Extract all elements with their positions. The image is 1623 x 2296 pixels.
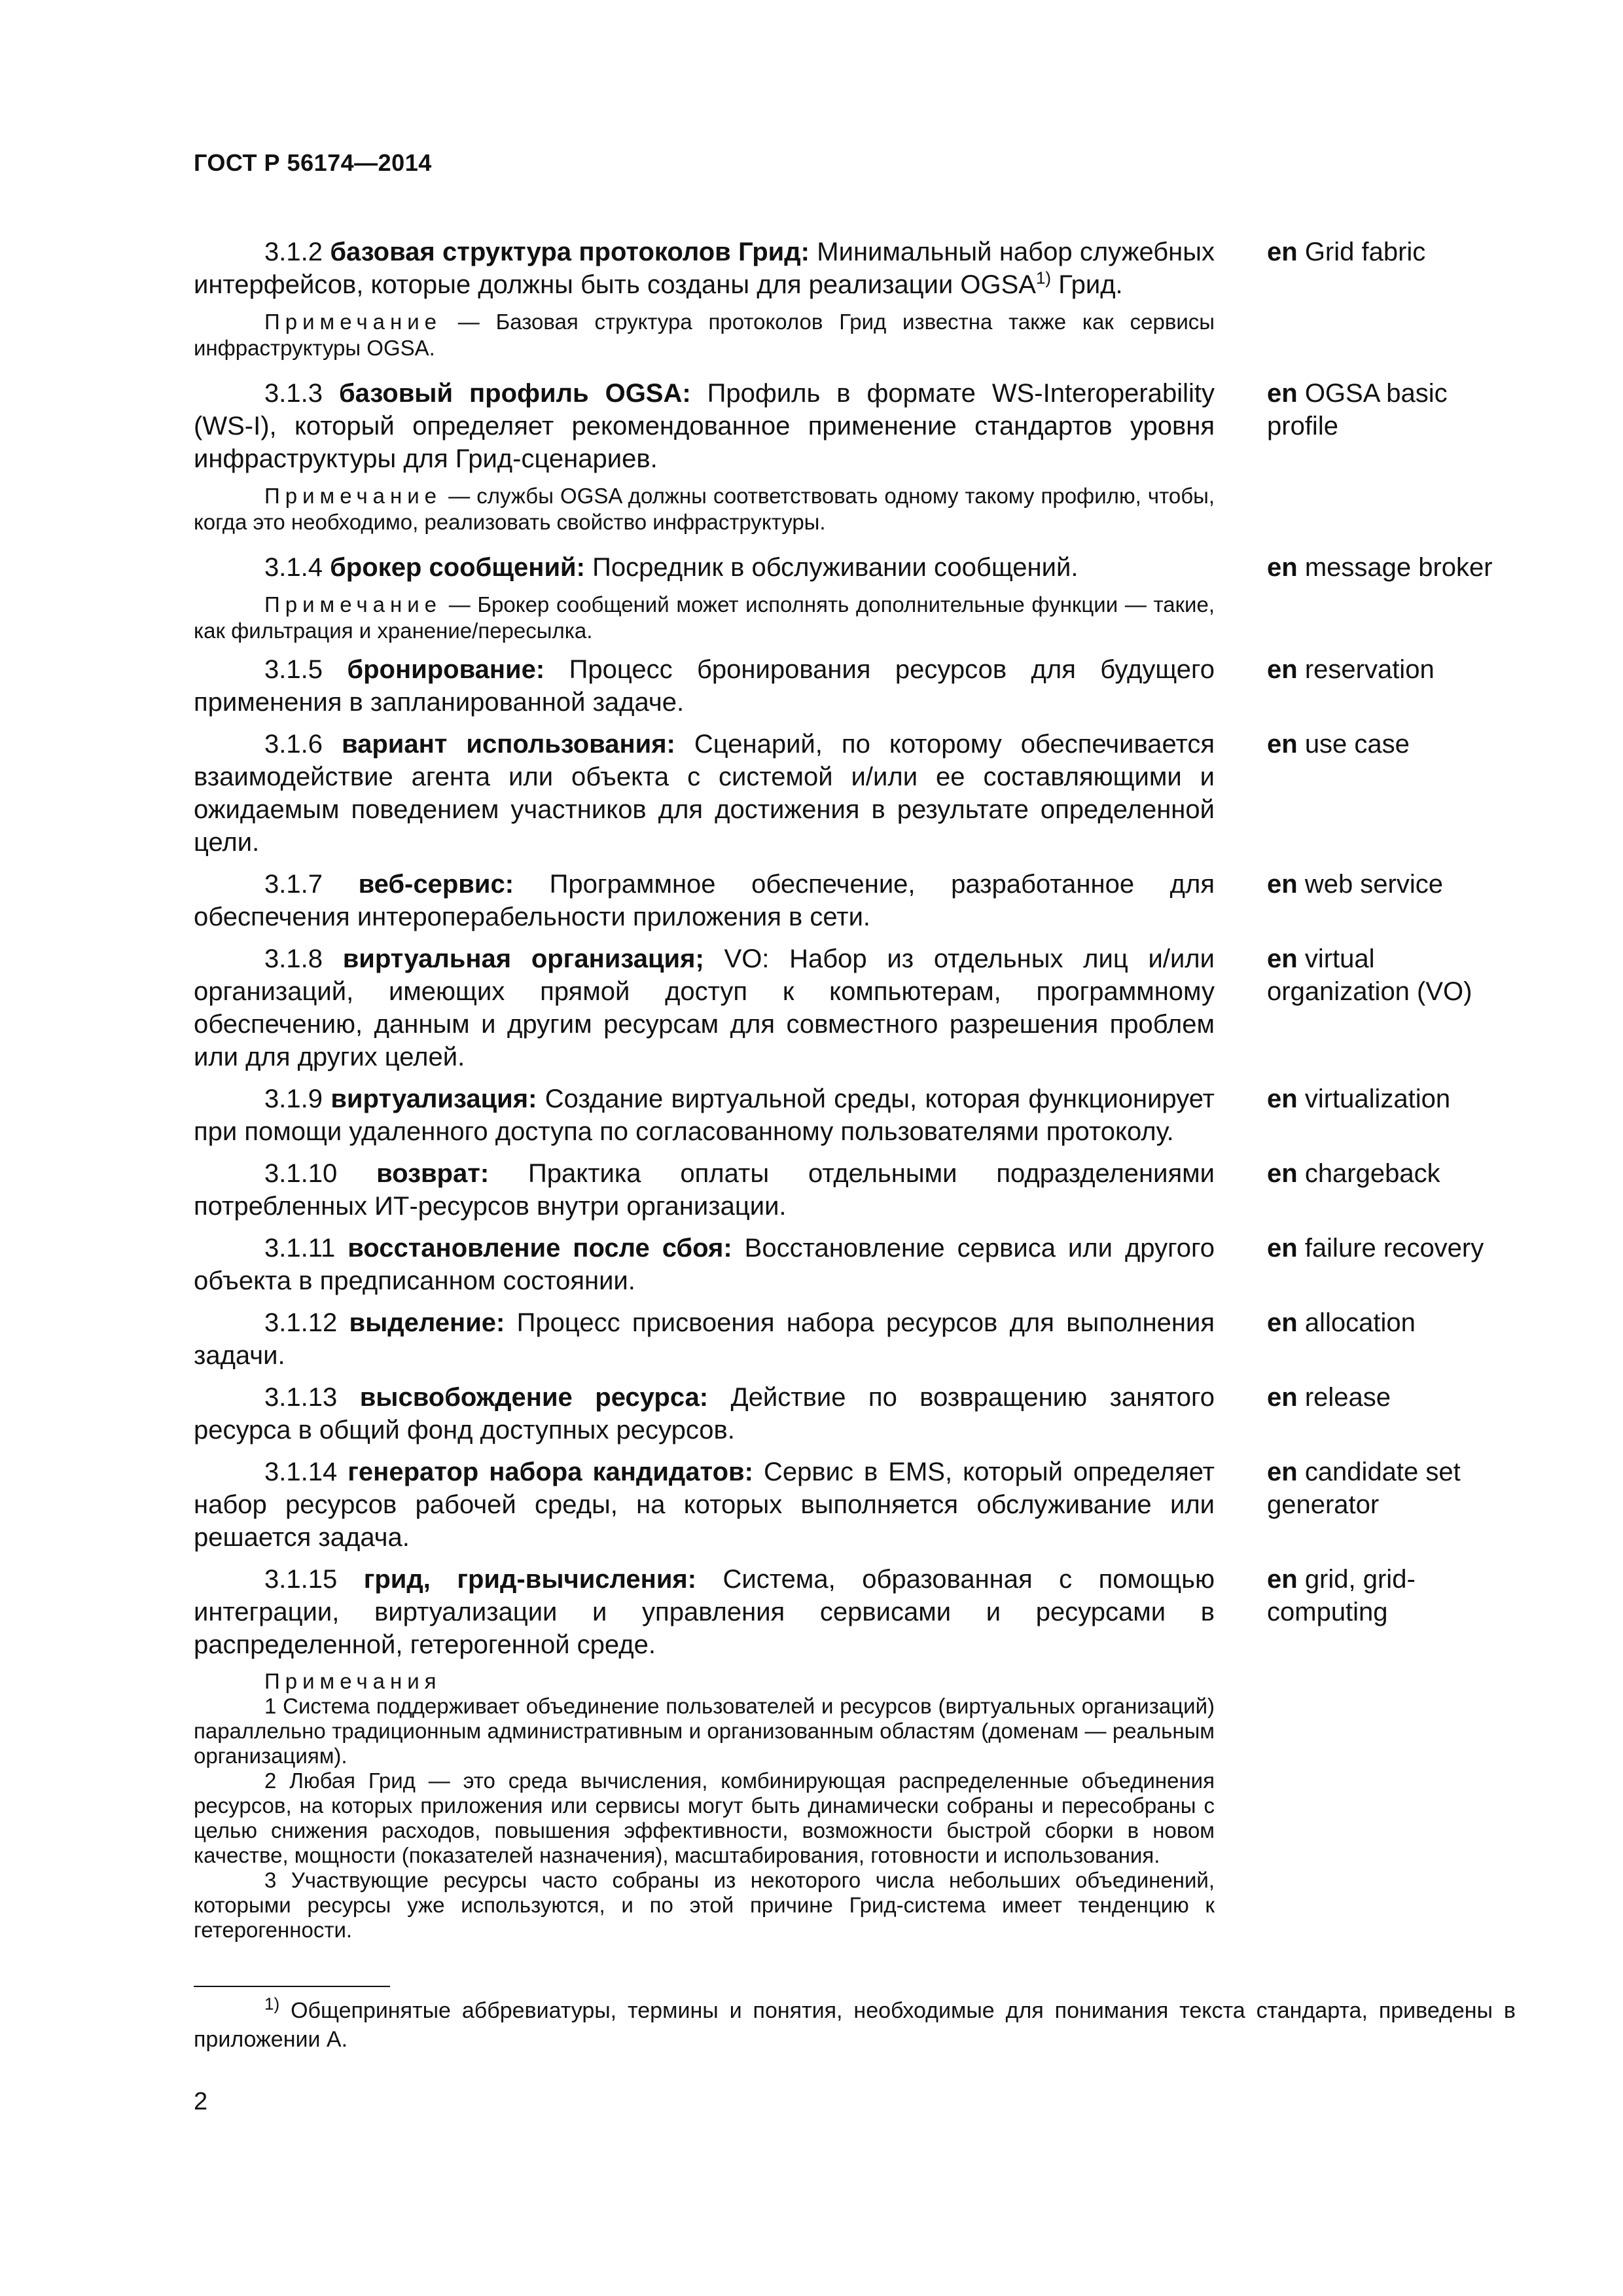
note-text: — Базовая структура протоколов Грид известна также как сервисы инфраструктуры OGSA. [194,310,1215,360]
term-entry [194,377,1516,475]
lang-code: en [1267,1085,1298,1113]
term-english [1267,1306,1516,1339]
term-text: Процесс бронирования ресурсов для будущего применения в запланированной задаче. [194,655,1215,717]
term-number: 3.1.14 [264,1458,338,1486]
term-definition [194,1456,1215,1554]
footnote-ref[interactable]: 1) [1035,268,1052,288]
lang-code: en [1267,1234,1298,1263]
term-text: Сервис в EMS, который определяет набор ресурсов рабочей среды, на которых выполняется обслуживание или решается задача. [194,1458,1215,1552]
term-text: Минимальный набор служебных интерфейсов, которые должны быть созданы для реализации OGSA [194,238,1215,299]
term-number: 3.1.11 [264,1234,336,1263]
term-definition [194,1563,1215,1661]
term-name: базовая структура протоколов Грид: [330,238,810,266]
english-term: release [1304,1383,1391,1412]
term-english [1267,1381,1516,1414]
term-name: вариант использования: [342,730,675,759]
term-definition [194,236,1215,301]
lang-code: en [1267,730,1298,759]
lang-code: en [1267,1159,1298,1188]
lang-code: en [1267,870,1298,899]
note-label: Примечание [264,484,442,508]
term-english [1267,942,1516,1008]
term-name: генератор набора кандидатов: [348,1458,753,1486]
term-definition [194,377,1215,475]
term-entry [194,1157,1516,1223]
term-number: 3.1.4 [264,553,323,582]
term-number: 3.1.10 [264,1159,338,1188]
term-definition [194,942,1215,1073]
english-term: OGSA basic profile [1267,379,1448,440]
english-term: failure recovery [1304,1234,1484,1263]
term-definition [194,1157,1215,1223]
term-english [1267,236,1516,268]
term-entry [194,1563,1516,1661]
note-item: 2 Любая Грид — это среда вычисления, комбинирующая распределенные объединения ресурсов, на которых приложения или сервисы могут быть динамически собраны и пересобраны с целью снижения расходов, повышения эффективности, возможности быстрой сборки в новом качестве, мощности (показателей назначения), масштабирования, готовности и использования. [194,1768,1215,1867]
notes-title: Примечания [264,1669,442,1693]
term-entry [194,1381,1516,1446]
term-english [1267,1083,1516,1115]
english-term: allocation [1304,1308,1416,1337]
english-term: reservation [1304,655,1435,684]
term-number: 3.1.6 [264,730,323,759]
page-number: 2 [194,2088,208,2115]
term-text: Процесс присвоения набора ресурсов для выполнения задачи. [194,1308,1215,1370]
term-text-end: Грид. [1051,270,1123,299]
english-term: web service [1304,870,1444,899]
term-text: Программное обеспечение, разработанное для обеспечения интероперабельности приложения в сети. [194,870,1215,931]
footnote-divider [194,1986,390,1987]
term-definition [194,1306,1215,1372]
term-number: 3.1.15 [264,1565,338,1594]
lang-code: en [1267,1565,1298,1594]
term-number: 3.1.2 [264,238,323,266]
term-definition [194,1232,1215,1297]
term-text: Создание виртуальной среды, которая функционирует при помощи удаленного доступа по согласованному пользователями протоколу. [194,1085,1215,1146]
term-name: грид, грид-вычисления: [363,1565,697,1594]
term-english [1267,551,1516,584]
term-name: базовый профиль OGSA: [338,379,691,408]
term-text: Профиль в формате WS-Interoperability (WS-I), который определяет рекомендованное применение стандартов уровня инфраструктуры для Грид-сценариев. [194,379,1215,473]
lang-code: en [1267,1308,1298,1337]
term-definition [194,653,1215,719]
lang-code: en [1267,553,1298,582]
term-entry [194,1083,1516,1148]
term-text: Посредник в обслуживании сообщений. [584,553,1079,582]
term-text: VO: Набор из отдельных лиц и/или организаций, имеющих прямой доступ к компьютерам, программному обеспечению, данным и другим ресурсам для совместного разрешения проблем или для других целей. [194,944,1215,1071]
term-text: Сценарий, по которому обеспечивается взаимодействие агента или объекта с системой и/или ее составляющими и ожидаемым поведением участников для достижения в результате определенной цели. [194,730,1215,857]
term-text: Практика оплаты отдельными подразделениями потребленных ИТ-ресурсов внутри организации. [194,1159,1215,1221]
notes-block [194,1669,1215,1943]
term-entry [194,551,1516,584]
term-english [1267,653,1516,686]
note-item: 1 Система поддерживает объединение пользователей и ресурсов (виртуальных организаций) параллельно традиционным административным и организованным областям (доменам — реальным организациям). [194,1694,1215,1768]
term-entry [194,868,1516,933]
english-term: grid, grid-computing [1267,1565,1416,1626]
term-name: бронирование: [347,655,545,684]
term-name: восстановление после сбоя: [348,1234,732,1263]
term-number: 3.1.8 [264,944,323,973]
term-definition [194,1381,1215,1446]
term-definition [194,551,1215,584]
lang-code: en [1267,238,1298,266]
term-name: брокер сообщений: [330,553,585,582]
term-note [194,592,1215,644]
note-item: 3 Участвующие ресурсы часто собраны из некоторого числа небольших объединений, которыми ресурсы уже используются, и по этой причине Грид-система имеет тенденцию к гетерогенности. [194,1868,1215,1942]
document-header: ГОСТ Р 56174—2014 [194,149,432,176]
term-number: 3.1.5 [264,655,323,684]
term-number: 3.1.7 [264,870,323,899]
note-text: — службы OGSA должны соответствовать одному такому профилю, чтобы, когда это необходимо, реализовать свойство инфраструктуры. [194,484,1215,534]
term-name: веб-сервис: [358,870,514,899]
term-english [1267,377,1516,442]
english-term: use case [1304,730,1410,759]
term-number: 3.1.3 [264,379,323,408]
footnote-mark: 1) [264,1994,280,2014]
english-term: virtual organization (VO) [1267,944,1472,1006]
term-entry [194,942,1516,1073]
term-note [194,309,1215,361]
term-definition [194,868,1215,933]
term-english [1267,868,1516,901]
note-label: Примечание [264,592,442,617]
english-term: message broker [1304,553,1493,582]
term-name: виртуализация: [330,1085,537,1113]
term-entry [194,653,1516,719]
note-label: Примечание [264,310,442,334]
term-entry [194,1456,1516,1554]
term-number: 3.1.12 [264,1308,338,1337]
english-term: virtualization [1304,1085,1451,1113]
term-entry [194,236,1516,301]
footnote-text: Общепринятые аббревиатуры, термины и понятия, необходимые для понимания текста стандарта, приведены в приложении А. [194,1998,1516,2052]
term-note [194,483,1215,535]
term-definition [194,728,1215,859]
lang-code: en [1267,379,1298,408]
term-english [1267,728,1516,761]
term-english [1267,1563,1516,1628]
term-text: Система, образованная с помощью интеграции, виртуализации и управления сервисами и ресурсами в распределенной, гетерогенной среде. [194,1565,1215,1659]
english-term: Grid fabric [1304,238,1426,266]
term-entry [194,1306,1516,1372]
lang-code: en [1267,944,1298,973]
note-text: — Брокер сообщений может исполнять дополнительные функции — такие, как фильтрация и хранение/пересылка. [194,592,1215,643]
term-name: высвобождение ресурса: [359,1383,709,1412]
term-english [1267,1232,1516,1265]
lang-code: en [1267,1458,1298,1486]
english-term: chargeback [1304,1159,1440,1188]
term-name: виртуальная организация; [342,944,704,973]
terms-section [194,236,1516,1943]
term-text: Действие по возвращению занятого ресурса в общий фонд доступных ресурсов. [194,1383,1215,1444]
term-english [1267,1456,1516,1521]
term-number: 3.1.9 [264,1085,323,1113]
term-entry [194,1232,1516,1297]
english-term: candidate set generator [1267,1458,1461,1519]
term-name: возврат: [376,1159,490,1188]
term-number: 3.1.13 [264,1383,338,1412]
term-definition [194,1083,1215,1148]
lang-code: en [1267,1383,1298,1412]
footnote [194,1996,1516,2054]
term-name: выделение: [349,1308,505,1337]
term-text: Восстановление сервиса или другого объекта в предписанном состоянии. [194,1234,1215,1295]
term-entry [194,728,1516,859]
term-english [1267,1157,1516,1190]
lang-code: en [1267,655,1298,684]
